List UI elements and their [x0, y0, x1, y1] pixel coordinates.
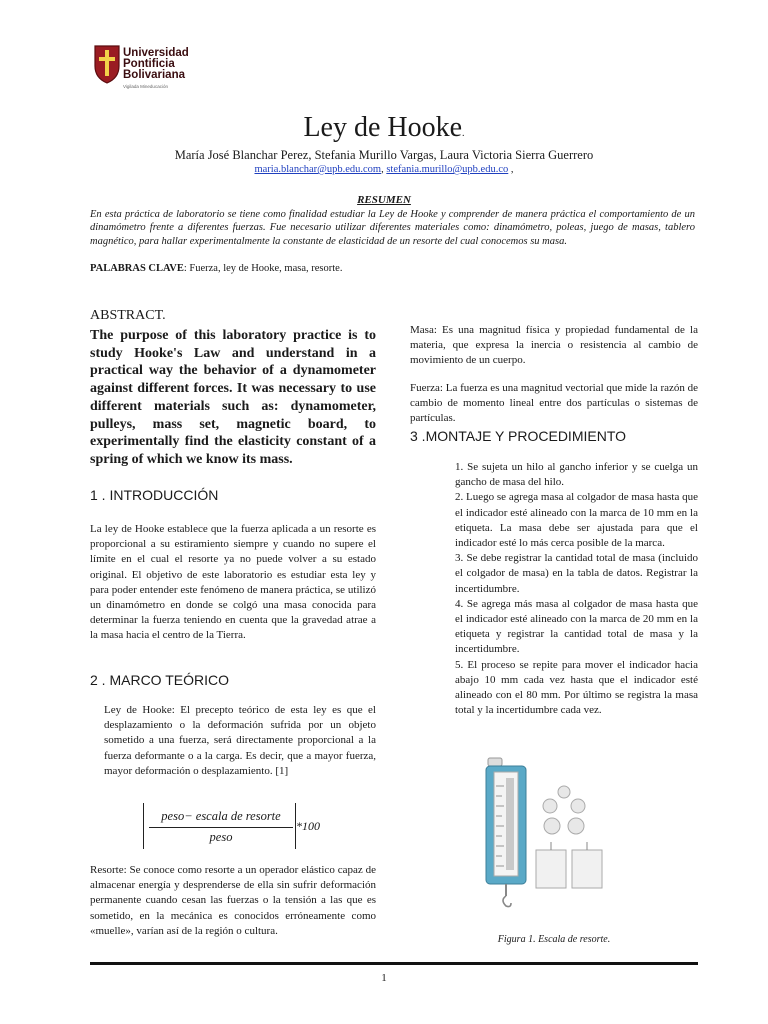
keywords-list: : Fuerza, ley de Hooke, masa, resorte.	[183, 263, 343, 274]
procedure-step: 1. Se sujeta un hilo al gancho inferior y se cuelga un gancho de masa del hilo.	[455, 461, 698, 489]
formula-denominator: peso	[209, 830, 233, 844]
figure-caption: Figura 1. Escala de resorte.	[497, 934, 611, 945]
procedure-step: 5. El proceso se repite para mover el indicador hacia abajo 10 mm cada vez hasta que el indicador esté alineado con el 80 mm. Por último se registra la masa total y la incertidumbre cada vez.	[455, 658, 698, 717]
formula	[143, 803, 323, 851]
authors: María José Blanchar Perez, Stefania Murillo Vargas, Laura Victoria Sierra Guerrero	[174, 148, 594, 162]
procedure-step: 3. Se debe registrar la cantidad total de masa (incluido el colgador de masa) en la tabla de datos. Registrar la incertidumbre.	[455, 552, 698, 595]
resumen-text: En esta práctica de laboratorio se tiene como finalidad estudiar la Ley de Hooke y comprender de manera práctica el comportamiento de un dinamómetro frente a diferentes fuerzas. Fue necesario utilizar diferentes materiales como: dinamómetro, poleas, juego de masas, tablero magnético, para hallar experimentalmente la constante de elasticidad de un resorte del cual conocemos su masa.	[90, 209, 695, 247]
page-number: 1	[381, 972, 387, 984]
section-heading-montaje: 3 .MONTAJE Y PROCEDIMIENTO	[410, 428, 627, 444]
intro-text: La ley de Hooke establece que la fuerza aplicada a un resorte es proporcional a su estiramiento siempre y cuando no supere el límite en el cual el resorte ya no puede volver a su estado original. El objetivo de este laboratorio es estudiar esta ley y para poder entender este fenómeno de manera práctica, se utilizó un dinamómetro en donde se colgó una masa conocida para determinar la fuerza teniendo en cuenta que la gravedad atrae a la masa hacia el centro de la Tierra.	[90, 523, 376, 642]
email-link[interactable]: maria.blanchar@upb.edu.com	[254, 164, 382, 175]
abstract-heading: ABSTRACT.	[90, 308, 166, 323]
section-heading-introduccion: 1 . INTRODUCCIÓN	[90, 487, 219, 503]
fuerza-text: Fuerza: La fuerza es una magnitud vectorial que mide la razón de cambio de momento lineal entre dos partículas o sistemas de partículas.	[410, 382, 699, 425]
resumen-heading: RESUMEN	[357, 194, 411, 206]
logo-line: Universidad	[123, 47, 189, 59]
logo-tagline: Vigilada Mineducación	[123, 84, 168, 89]
resorte-text: Resorte: Se conoce como resorte a un operador elástico capaz de almacenar energía y desprenderse de ella sin sufrir deformación permanente cuando cesan las fuerzas o la tensión a las que es sometido, en la mecánica es conocidos erróneamente como «muelle», varían así de la región o cultura.	[90, 864, 376, 937]
shield-icon	[93, 44, 121, 84]
procedure-step: 4. Se agrega más masa al colgador de masa hasta que el indicador esté alineado con la marca de 20 mm en la etiqueta y registrar la cantidad total de masa y la incertidumbre.	[455, 597, 698, 656]
logo-line: Pontificia	[123, 58, 175, 70]
email-link[interactable]: stefania.murillo@upb.edu.co	[386, 164, 509, 175]
keywords-label: PALABRAS CLAVE	[90, 263, 184, 274]
formula-numerator: peso− escala de resorte	[161, 809, 281, 823]
university-logo	[93, 42, 203, 92]
procedure-step: 2. Luego se agrega masa al colgador de masa hasta que el indicador esté alineado con la marca de 10 mm en la etiqueta. La masa debe ser ajustada para que el indicador esté lo más cerca posible de la marca.	[455, 491, 698, 550]
author-emails: maria.blanchar@upb.edu.com, stefania.murillo@upb.edu.co ,	[254, 164, 514, 175]
abstract-text: The purpose of this laboratory practice is to study Hooke's Law and understand in a practical way the behavior of a dynamometer against different forces. It was necessary to use different materials such as: dynamometer, pulleys, mass set, magnetic board, to experimentally find the elasticity constant of a spring of which we know its mass.	[90, 328, 376, 467]
masa-text: Masa: Es una magnitud física y propiedad fundamental de la materia, que expresa la inercia o resistencia al cambio de movimiento de un cuerpo.	[410, 324, 698, 367]
footer-rule	[90, 962, 698, 965]
marco-text: Ley de Hooke: El precepto teórico de esta ley es que el desplazamiento o la deformación sufrida por un objeto sometido a una fuerza, será directamente proporcional a la fuerza deformante o a la carga. Es decir, que a mayor fuerza, mayor deformación o desplazamiento. [1]	[104, 704, 376, 777]
procedure-list	[455, 460, 698, 718]
formula-multiplier: *100	[296, 819, 320, 833]
keywords	[90, 263, 342, 274]
section-heading-marco: 2 . MARCO TEÓRICO	[90, 672, 229, 688]
logo-line: Bolivariana	[123, 69, 185, 81]
paper-title: Ley de Hooke.	[303, 112, 465, 143]
spring-scale-figure	[478, 756, 658, 916]
